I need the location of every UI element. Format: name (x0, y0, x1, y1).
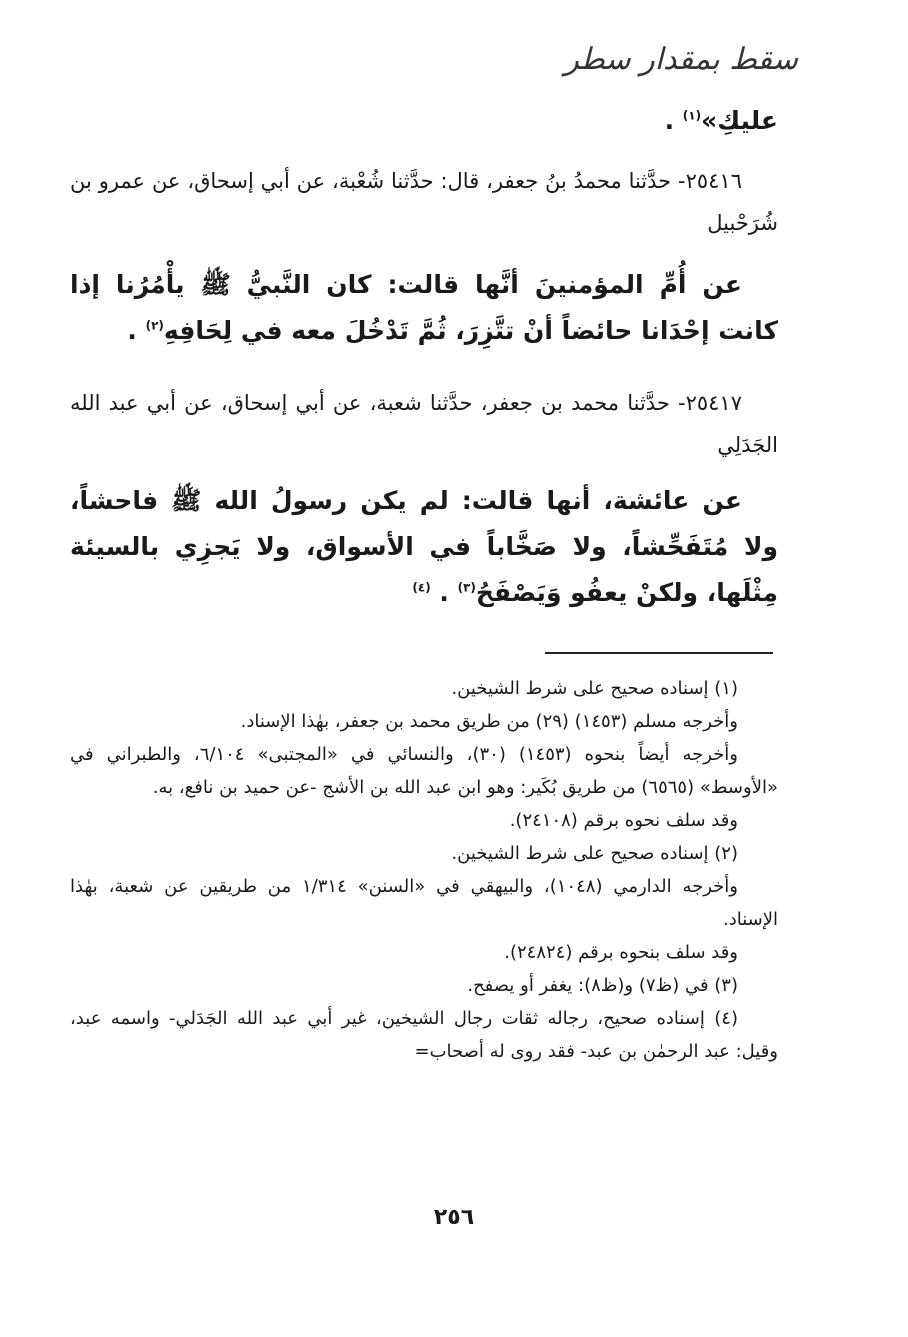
footnote-line: وأخرجه أيضاً بنحوه (١٤٥٣) (٣٠)، والنسائي في «المجتبى» ٦/١٠٤، والطبراني في «الأوسط» (٦٥٦٥) من طريق بُكَير: وهو ابن عبد الله بن الأشج -عن حميد بن نافع، به. (70, 744, 778, 798)
footnote-line: (٣) في (ظ٧) و(ظ٨): يغفر أو يصفح. (467, 975, 738, 996)
footnote-line: وقد سلف نحوه برقم (٢٤١٠٨). (509, 810, 738, 831)
footnote-line: (٤) إسناده صحيح، رجاله ثقات رجال الشيخين، غير أبي عبد الله الجَدَلي- واسمه عبد، وقيل: عبد الرحمٰن بن عبد- فقد روى له أصحاب= (70, 1008, 778, 1062)
continuation-text: عليكِ» (701, 106, 778, 135)
hadith-25417-end: . (439, 578, 449, 607)
footnote-ref: (٣) (457, 580, 476, 595)
footnote-line: (١) إسناده صحيح على شرط الشيخين. (451, 678, 738, 699)
hadith-25417-chain: ٢٥٤١٧- حدَّثنا محمد بن جعفر، حدَّثنا شعبة، عن أبي إسحاق، عن أبي عبد الله الجَدَلِي (70, 391, 778, 457)
footnote-line: وقد سلف بنحوه برقم (٢٤٨٢٤). (504, 942, 738, 963)
page-number: ٢٥٦ (433, 1205, 475, 1230)
hadith-25416-matn: عن أُمِّ المؤمنينَ أنَّها قالت: كان النَّبيُّ ﷺ يأْمُرُنا إذا كانت إحْدَانا حائضاً أنْ تتَّزِرَ، ثُمَّ تَدْخُلَ معه في لِحَافِهِ (70, 270, 778, 345)
footnote-ref: (٤) (412, 580, 431, 595)
continuation-end: . (664, 106, 675, 135)
hadith-25416-end: . (127, 316, 137, 345)
hadith-25417-text (70, 478, 778, 616)
footnote-line: وأخرجه مسلم (١٤٥٣) (٢٩) من طريق محمد بن جعفر، بهٰذا الإسناد. (240, 711, 738, 732)
hadith-25416-chain: ٢٥٤١٦- حدَّثنا محمدُ بنُ جعفر، قال: حدَّثنا شُعْبة، عن أبي إسحاق، عن عمرو بن شُرَحْبيل (70, 169, 778, 235)
hadith-25417-matn: عن عائشة، أنها قالت: لم يكن رسولُ الله ﷺ فاحشاً، ولا مُتَفَحِّشاً، ولا صَخَّاباً في الأسواق، ولا يَجزِي بالسيئة مِثْلَها، ولكنْ يعفُو وَيَصْفَحُ (70, 486, 778, 607)
footnotes (70, 672, 778, 1068)
footnote-ref: (٢) (145, 318, 164, 333)
handwritten-margin-note: سقط بمقدار سطر (564, 42, 798, 77)
continuation-paragraph (70, 98, 778, 144)
footnote-ref: (١) (682, 108, 702, 123)
footnote-line: (٢) إسناده صحيح على شرط الشيخين. (451, 843, 738, 864)
footnote-separator (545, 652, 773, 654)
footnote-line: وأخرجه الدارمي (١٠٤٨)، والبيهقي في «السنن» ١/٣١٤ من طريقين عن شعبة، بهٰذا الإسناد. (70, 876, 778, 930)
hadith-25416-text (70, 262, 778, 354)
